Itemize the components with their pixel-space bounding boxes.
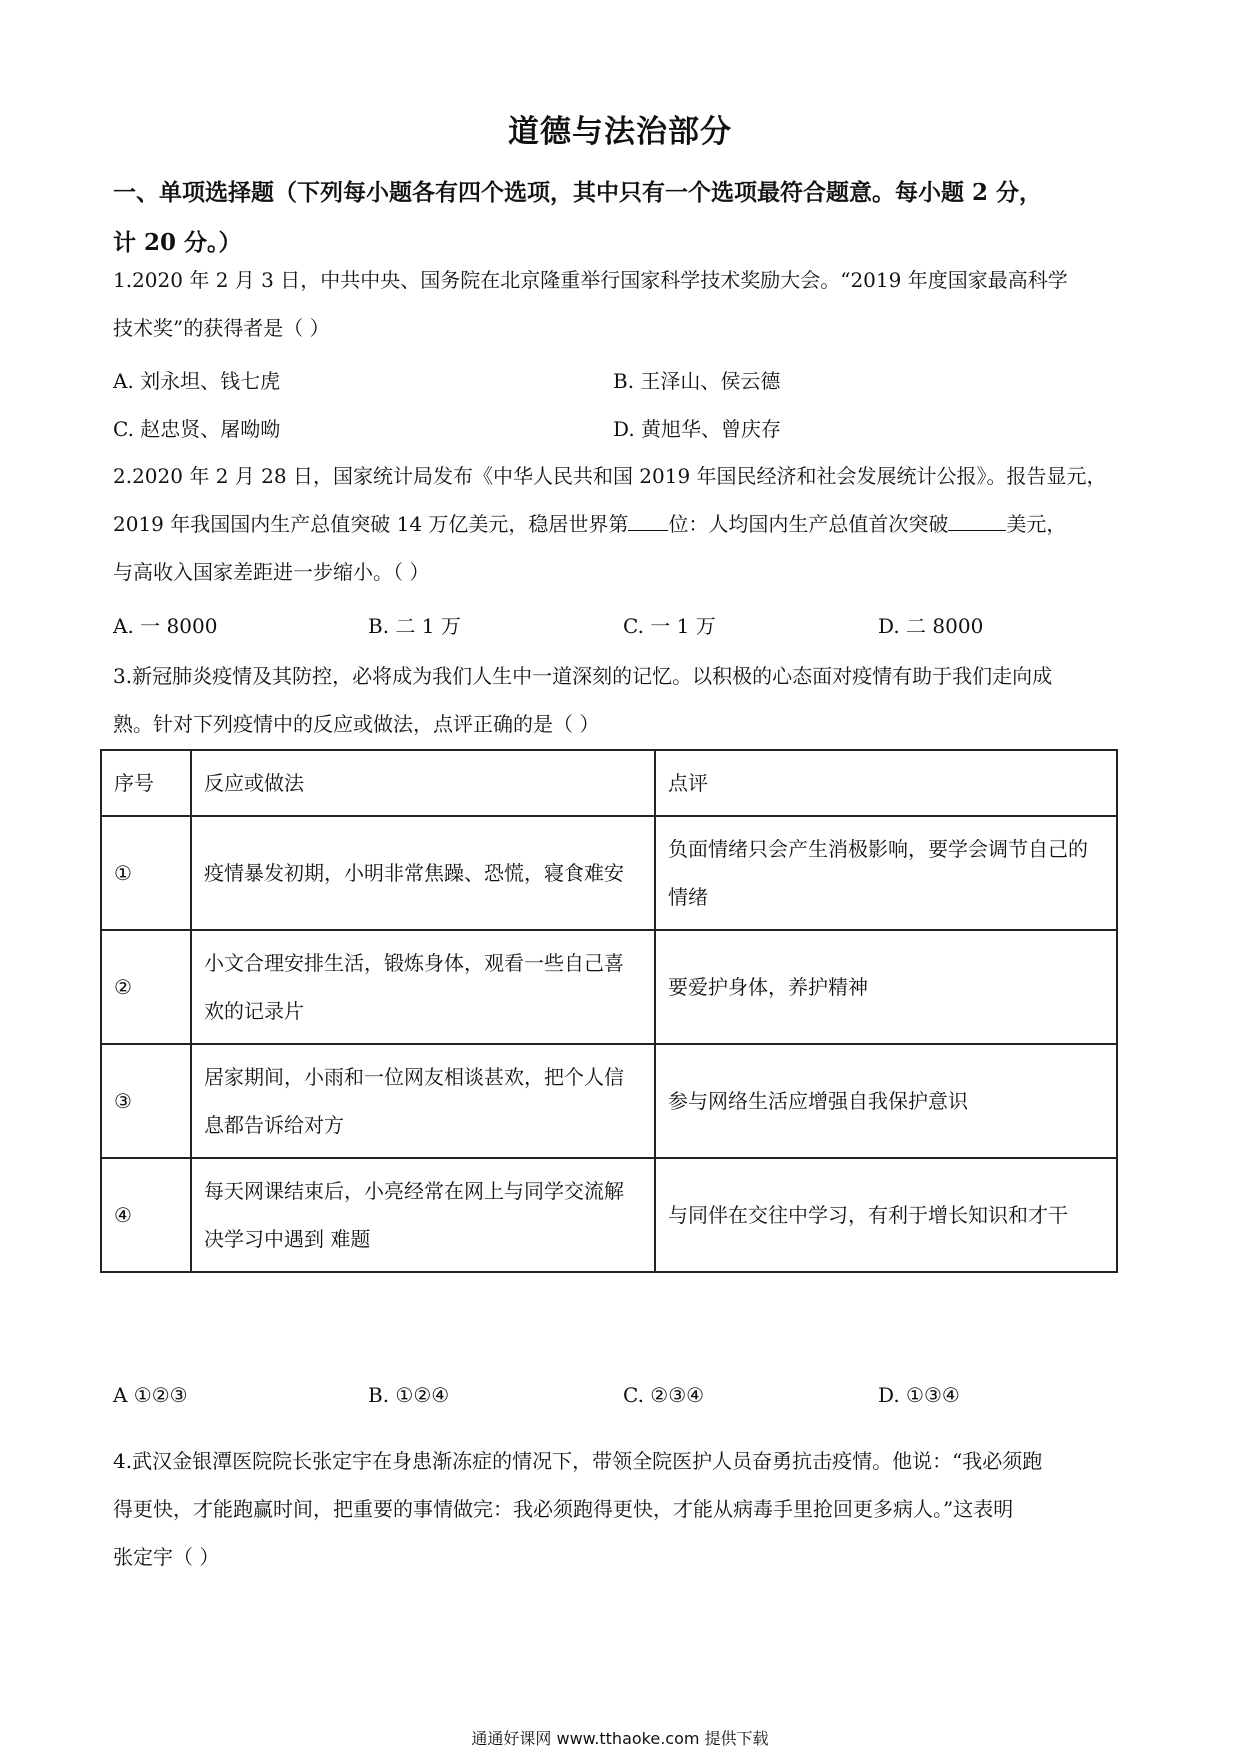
question-2-line2-part-b: 位：人均国内生产总值首次突破 <box>668 512 949 536</box>
question-2-option-a[interactable]: A. 一 8000 <box>113 614 218 638</box>
table-cell-action: 居家期间，小雨和一位网友相谈甚欢，把个人信息都告诉给对方 <box>191 1044 655 1158</box>
question-2-line2-part-c: 美元， <box>1006 512 1067 536</box>
question-1-options-row1 <box>113 365 1133 395</box>
question-2-line2 <box>113 500 1143 548</box>
question-3-line2: 熟。针对下列疫情中的反应或做法，点评正确的是（ ） <box>113 712 600 736</box>
question-3-table <box>100 749 1118 1273</box>
question-2-line2-part-a: 2019 年我国国内生产总值突破 14 万亿美元，稳居世界第 <box>113 512 629 536</box>
table-cell-action: 每天网课结束后，小亮经常在网上与同学交流解决学习中遇到 难题 <box>191 1158 655 1272</box>
table-cell-action: 小文合理安排生活，锻炼身体，观看一些自己喜欢的记录片 <box>191 930 655 1044</box>
question-4-line2: 得更快，才能跑赢时间，把重要的事情做完：我必须跑得更快，才能从病毒手里抢回更多病人。”这表明 <box>113 1497 1014 1521</box>
table-cell-number: ④ <box>101 1158 191 1272</box>
question-3-option-b[interactable]: B. ①②④ <box>368 1383 450 1407</box>
question-2-option-c[interactable]: C. 一 1 万 <box>623 614 716 638</box>
question-3-option-a[interactable]: A ①②③ <box>113 1383 188 1407</box>
table-cell-action: 疫情暴发初期，小明非常焦躁、恐慌，寝食难安 <box>191 816 655 930</box>
question-2-blank-1 <box>628 510 668 531</box>
table-cell-comment: 参与网络生活应增强自我保护意识 <box>655 1044 1117 1158</box>
section-heading <box>113 168 1133 268</box>
table-header-number: 序号 <box>101 750 191 816</box>
question-3-stem <box>113 652 1143 748</box>
section-heading-line2: 计 20 分。） <box>113 229 242 256</box>
question-4-stem <box>113 1437 1143 1581</box>
table-header-comment: 点评 <box>655 750 1117 816</box>
table-row <box>101 930 1117 1044</box>
question-1-options-row2 <box>113 413 1133 443</box>
section-heading-line1: 一、单项选择题（下列每小题各有四个选项，其中只有一个选项最符合题意。每小题 2 分， <box>113 179 1043 206</box>
question-2-line3: 与高收入国家差距进一步缩小。（ ） <box>113 560 430 584</box>
page-footer: 通通好课网 www.tthaoke.com 提供下载 <box>471 1729 769 1748</box>
table-row <box>101 1044 1117 1158</box>
question-1-option-d[interactable]: D. 黄旭华、曾庆存 <box>613 417 782 441</box>
question-2-option-d[interactable]: D. 二 8000 <box>878 614 984 638</box>
question-2-line1: 2.2020 年 2 月 28 日，国家统计局发布《中华人民共和国 2019 年国民经济和社会发展统计公报》。报告显元， <box>113 464 1107 488</box>
table-cell-number: ② <box>101 930 191 1044</box>
question-1-line1: 1.2020 年 2 月 3 日，中共中央、国务院在北京隆重举行国家科学技术奖励大会。“2019 年度国家最高科学 <box>113 268 1068 292</box>
question-4-line3: 张定宇（ ） <box>113 1545 220 1569</box>
table-cell-number: ① <box>101 816 191 930</box>
page-title: 道德与法治部分 <box>508 114 732 150</box>
question-2-stem <box>113 452 1143 596</box>
question-3-option-c[interactable]: C. ②③④ <box>623 1383 705 1407</box>
question-3-option-d[interactable]: D. ①③④ <box>878 1383 960 1407</box>
table-row <box>101 1158 1117 1272</box>
question-1-option-a[interactable]: A. 刘永坦、钱七虎 <box>113 369 281 393</box>
question-2-blank-2 <box>948 510 1006 531</box>
question-1-stem <box>113 256 1143 352</box>
table-cell-number: ③ <box>101 1044 191 1158</box>
question-1-line2: 技术奖”的获得者是（ ） <box>113 316 330 340</box>
question-2-options <box>113 610 1133 640</box>
table-row <box>101 816 1117 930</box>
table-cell-comment: 要爱护身体，养护精神 <box>655 930 1117 1044</box>
question-4-line1: 4.武汉金银潭医院院长张定宇在身患渐冻症的情况下，带领全院医护人员奋勇抗击疫情。他说：“我必须跑 <box>113 1449 1043 1473</box>
table-header-action: 反应或做法 <box>191 750 655 816</box>
question-1-option-c[interactable]: C. 赵忠贤、屠呦呦 <box>113 417 281 441</box>
question-3-options <box>113 1383 1133 1413</box>
table-cell-comment: 与同伴在交往中学习，有利于增长知识和才干 <box>655 1158 1117 1272</box>
table-header-row <box>101 750 1117 816</box>
question-2-option-b[interactable]: B. 二 1 万 <box>368 614 461 638</box>
question-1-option-b[interactable]: B. 王泽山、侯云德 <box>613 369 781 393</box>
question-3-line1: 3.新冠肺炎疫情及其防控，必将成为我们人生中一道深刻的记忆。以积极的心态面对疫情有助于我们走向成 <box>113 664 1053 688</box>
table-cell-comment: 负面情绪只会产生消极影响，要学会调节自己的情绪 <box>655 816 1117 930</box>
